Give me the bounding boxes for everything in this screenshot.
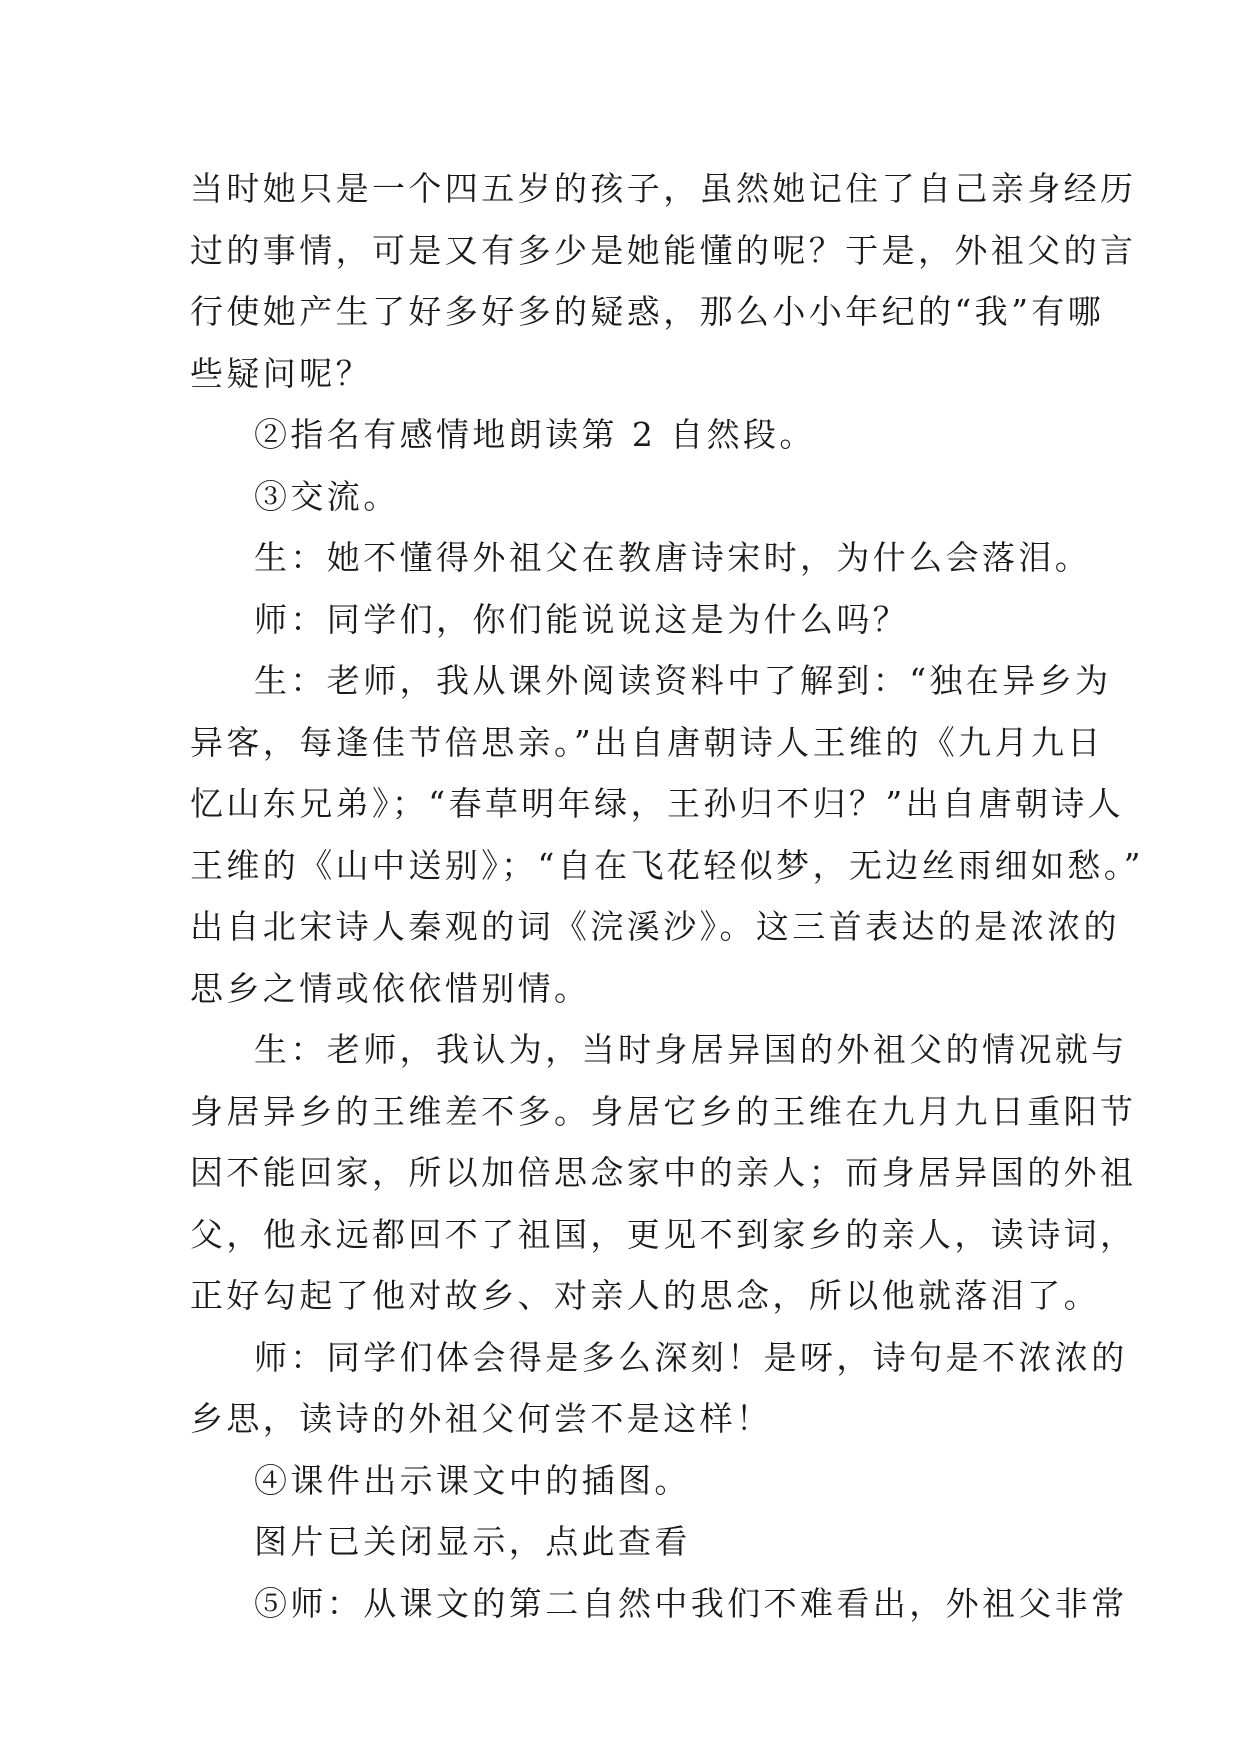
text-line: 师：同学们体会得是多么深刻！是呀，诗句是不浓浓的: [254, 1337, 1128, 1377]
text-line: 因不能回家，所以加倍思念家中的亲人；而身居异国的外祖: [190, 1153, 1137, 1192]
text-line: 异客，每逢佳节倍思亲。”出自唐朝诗人王维的《九月九日: [190, 722, 1104, 762]
text-line: 生：老师，我从课外阅读资料中了解到：“独在异乡为: [254, 661, 1112, 700]
text-line: 过的事情，可是又有多少是她能懂的呢？于是，外祖父的言: [190, 230, 1137, 270]
text-line: ③交流。: [254, 476, 400, 516]
text-line: 当时她只是一个四五岁的孩子，虽然她记住了自己亲身经历: [190, 169, 1137, 208]
text-line: 正好勾起了他对故乡、对亲人的思念，所以他就落泪了。: [190, 1276, 1100, 1315]
text-line: ⑤师：从课文的第二自然中我们不难看出，外祖父非常: [254, 1583, 1128, 1623]
hidden-image-placeholder-link[interactable]: 图片已关闭显示，点此查看: [254, 1522, 691, 1561]
text-line: 出自北宋诗人秦观的词《浣溪沙》。这三首表达的是浓浓的: [190, 907, 1120, 946]
text-line: ④课件出示课文中的插图。: [254, 1460, 691, 1500]
text-line: 父，他永远都回不了祖国，更见不到家乡的亲人，读诗词，: [190, 1214, 1137, 1254]
text-line: 生：老师，我认为，当时身居异国的外祖父的情况就与: [254, 1030, 1128, 1069]
text-line: ②指名有感情地朗读第 2 自然段。: [254, 415, 816, 454]
text-line: 王维的《山中送别》；“自在飞花轻似梦，无边丝雨细如愁。”: [190, 845, 1144, 885]
text-line: 身居异乡的王维差不多。身居它乡的王维在九月九日重阳节: [190, 1091, 1137, 1131]
text-line: 师：同学们，你们能说说这是为什么吗？: [254, 599, 910, 639]
text-line: 些疑问呢？: [190, 353, 372, 393]
text-line: 忆山东兄弟》；“春草明年绿，王孙归不归？”出自唐朝诗人: [190, 784, 1125, 823]
text-line: 行使她产生了好多好多的疑惑，那么小小年纪的“我”有哪: [190, 292, 1105, 331]
text-line: 思乡之情或依依惜别情。: [190, 968, 591, 1008]
document-body: [190, 158, 1144, 1634]
text-line: 乡思，读诗的外祖父何尝不是这样！: [190, 1399, 773, 1438]
text-line: 生：她不懂得外祖父在教唐诗宋时，为什么会落泪。: [254, 538, 1092, 577]
